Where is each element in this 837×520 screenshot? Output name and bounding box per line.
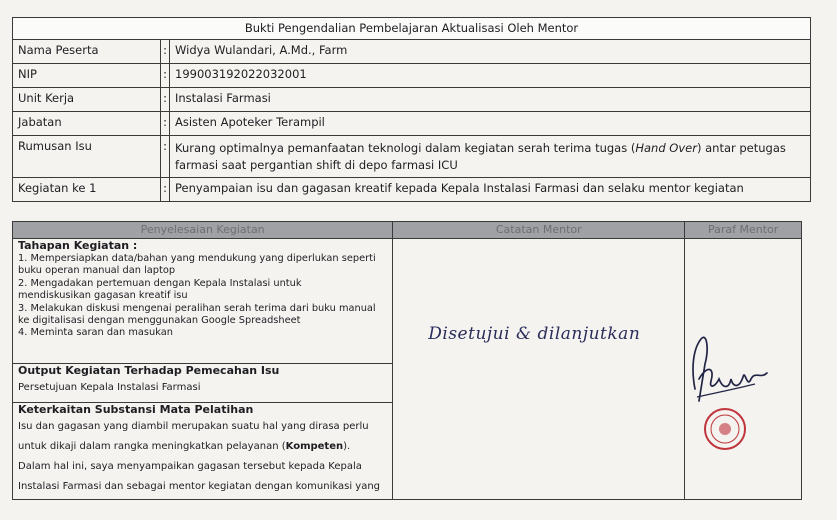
form-title: Bukti Pengendalian Pembelajaran Aktualisasi Oleh Mentor <box>13 18 811 40</box>
text-line: Instalasi Farmasi dan sebagai mentor kegiatan dengan komunikasi yang <box>18 481 381 492</box>
row-label: Nama Peserta <box>13 40 161 64</box>
row-label: NIP <box>13 64 161 88</box>
text-bold: Kompeten <box>285 441 344 452</box>
tahapan-section <box>13 239 393 364</box>
text-fragment: untuk dikaji dalam rangka meningkatkan pelayanan ( <box>18 441 286 452</box>
table-row <box>13 178 811 202</box>
table-row <box>13 136 811 178</box>
table-header-row <box>13 222 802 239</box>
colon-separator: : <box>161 88 170 112</box>
colon-separator: : <box>161 136 170 178</box>
table-row <box>13 239 802 364</box>
column-header: Penyelesaian Kegiatan <box>13 222 393 239</box>
colon-separator: : <box>161 64 170 88</box>
row-value: Penyampaian isu dan gagasan kreatif kepada Kepala Instalasi Farmasi dan selaku mentor kegiatan <box>170 178 811 202</box>
keterkaitan-section <box>13 403 393 500</box>
mentor-handwritten-note: Disetujui & dilanjutkan <box>428 324 641 344</box>
row-label: Unit Kerja <box>13 88 161 112</box>
row-value: Widya Wulandari, A.Md., Farm <box>170 40 811 64</box>
section-title: Keterkaitan Substansi Mata Pelatihan <box>18 403 254 416</box>
list-item: buku operan manual dan laptop <box>18 265 176 277</box>
identity-table <box>12 17 811 202</box>
row-value: Instalasi Farmasi <box>170 88 811 112</box>
table-row <box>13 112 811 136</box>
list-item: mendiskusikan gagasan kreatif isu <box>18 290 188 302</box>
row-label: Jabatan <box>13 112 161 136</box>
value-text: Kurang optimalnya pemanfaatan teknologi dalam kegiatan serah terima tugas ( <box>175 141 636 155</box>
colon-separator: : <box>161 112 170 136</box>
row-value <box>170 136 811 178</box>
mentor-signature-cell <box>685 239 802 500</box>
value-text: ) antar petugas farmasi saat pergantian shift di depo farmasi ICU <box>175 141 786 172</box>
column-header: Catatan Mentor <box>393 222 685 239</box>
column-header: Paraf Mentor <box>685 222 802 239</box>
mentor-signature-stamp-icon <box>685 239 795 501</box>
text-fragment: ). <box>343 441 351 452</box>
list-item: 4. Meminta saran dan masukan <box>18 327 173 339</box>
text-line: Dalam hal ini, saya menyampaikan gagasan tersebut kepada Kepala <box>18 461 362 472</box>
value-italic: Hand Over <box>635 141 697 155</box>
list-item: ke digitalisasi dengan menggunakan Google Spreadsheet <box>18 315 301 327</box>
text-line <box>18 437 387 457</box>
row-value: Asisten Apoteker Terampil <box>170 112 811 136</box>
list-item: 2. Mengadakan pertemuan dengan Kepala Instalasi untuk <box>18 277 302 289</box>
output-section <box>13 364 393 403</box>
table-row <box>13 88 811 112</box>
section-title: Output Kegiatan Terhadap Pemecahan Isu <box>18 364 280 377</box>
row-value: 199003192022032001 <box>170 64 811 88</box>
table-row <box>13 64 811 88</box>
text-line: Isu dan gagasan yang diambil merupakan suatu hal yang dirasa perlu <box>18 421 369 432</box>
colon-separator: : <box>161 178 170 202</box>
mentor-note-cell <box>393 239 685 500</box>
section-text <box>18 417 387 497</box>
list-item: 1. Mempersiapkan data/bahan yang mendukung yang diperlukan seperti <box>18 253 376 264</box>
colon-separator: : <box>161 40 170 64</box>
activity-table <box>12 221 802 500</box>
list-item: 3. Melakukan diskusi mengenai peralihan serah terima dari buku manual <box>18 302 376 314</box>
row-label: Rumusan Isu <box>13 136 161 178</box>
steps-list <box>18 253 387 340</box>
row-label: Kegiatan ke 1 <box>13 178 161 202</box>
section-title: Tahapan Kegiatan : <box>18 239 138 252</box>
table-row <box>13 40 811 64</box>
section-text: Persetujuan Kepala Instalasi Farmasi <box>18 382 201 393</box>
